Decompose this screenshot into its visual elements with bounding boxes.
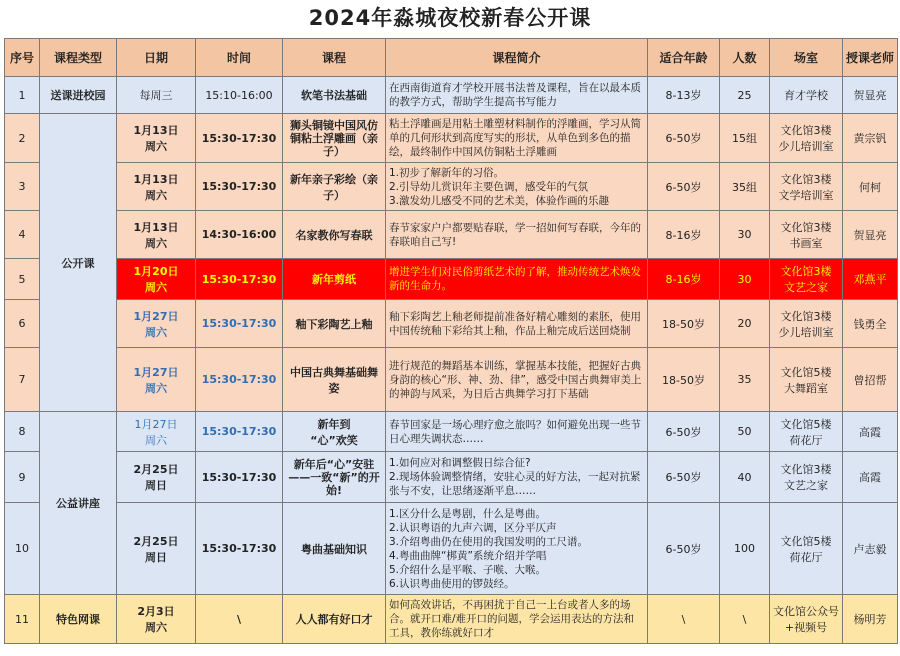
intro-cell: 如何高效讲话，不再困扰于自己一上台或者人多的场合。就开口难/难开口的问题，学会运用表达的方法和工具，教你练就好口才 bbox=[386, 595, 648, 644]
row-number: 5 bbox=[5, 259, 40, 300]
time-cell: 14:30-16:00 bbox=[196, 211, 283, 259]
table-row bbox=[5, 595, 898, 644]
course-cell: 狮头铜镜中国风仿铜粘土浮雕画（亲子） bbox=[283, 114, 386, 163]
age-cell: \ bbox=[648, 595, 720, 644]
room-cell: 文化馆3楼 文学培训室 bbox=[770, 163, 843, 211]
age-cell: 6-50岁 bbox=[648, 452, 720, 503]
count-cell: \ bbox=[720, 595, 770, 644]
course-cell: 新年到 “心”欢笑 bbox=[283, 412, 386, 452]
teacher-cell: 钱勇全 bbox=[843, 300, 898, 348]
course-cell: 人人都有好口才 bbox=[283, 595, 386, 644]
date-cell: 1月27日 周六 bbox=[117, 412, 196, 452]
count-cell: 30 bbox=[720, 211, 770, 259]
course-cell: 新年剪纸 bbox=[283, 259, 386, 300]
room-cell: 文化馆3楼 文艺之家 bbox=[770, 259, 843, 300]
row-number: 9 bbox=[5, 452, 40, 503]
age-cell: 6-50岁 bbox=[648, 412, 720, 452]
time-cell: 15:10-16:00 bbox=[196, 77, 283, 114]
intro-cell: 釉下彩陶艺上釉老师提前准备好精心雕刻的素胚，使用中国传统釉下彩给其上釉，作品上釉完成后送回烧制 bbox=[386, 300, 648, 348]
row-number: 10 bbox=[5, 503, 40, 595]
course-cell: 新年后“心”安驻——一致“新”的开始! bbox=[283, 452, 386, 503]
page-title: 2024年淼城夜校新春公开课 bbox=[308, 6, 592, 30]
intro-cell: 1.初步了解新年的习俗。 2.引导幼儿赏识年主要色调，感受年的气氛 3.激发幼儿感受不同的艺术美，体验作画的乐趣 bbox=[386, 163, 648, 211]
time-cell: 15:30-17:30 bbox=[196, 452, 283, 503]
age-cell: 6-50岁 bbox=[648, 114, 720, 163]
row-number: 2 bbox=[5, 114, 40, 163]
time-cell: 15:30-17:30 bbox=[196, 503, 283, 595]
row-number: 11 bbox=[5, 595, 40, 644]
category-cell: 公益讲座 bbox=[40, 412, 117, 595]
teacher-cell: 黄宗钒 bbox=[843, 114, 898, 163]
row-number: 1 bbox=[5, 77, 40, 114]
table-row bbox=[5, 211, 898, 259]
row-number: 6 bbox=[5, 300, 40, 348]
row-number: 7 bbox=[5, 348, 40, 412]
row-number: 3 bbox=[5, 163, 40, 211]
date-cell: 1月13日 周六 bbox=[117, 163, 196, 211]
course-table bbox=[4, 38, 898, 644]
table-header-row bbox=[5, 39, 898, 77]
room-cell: 文化馆5楼 荷花厅 bbox=[770, 503, 843, 595]
time-cell: 15:30-17:30 bbox=[196, 114, 283, 163]
age-cell: 6-50岁 bbox=[648, 163, 720, 211]
course-cell: 新年亲子彩绘（亲子） bbox=[283, 163, 386, 211]
age-cell: 6-50岁 bbox=[648, 503, 720, 595]
course-cell: 釉下彩陶艺上釉 bbox=[283, 300, 386, 348]
teacher-cell: 何柯 bbox=[843, 163, 898, 211]
date-cell: 2月25日 周日 bbox=[117, 503, 196, 595]
table-row bbox=[5, 348, 898, 412]
time-cell: 15:30-17:30 bbox=[196, 300, 283, 348]
room-cell: 育才学校 bbox=[770, 77, 843, 114]
time-cell: 15:30-17:30 bbox=[196, 259, 283, 300]
table-row bbox=[5, 412, 898, 452]
teacher-cell: 贺显亮 bbox=[843, 211, 898, 259]
age-cell: 8-13岁 bbox=[648, 77, 720, 114]
time-cell: \ bbox=[196, 595, 283, 644]
count-cell: 50 bbox=[720, 412, 770, 452]
intro-cell: 增进学生们对民俗剪纸艺术的了解，推动传统艺术焕发新的生命力。 bbox=[386, 259, 648, 300]
category-cell: 公开课 bbox=[40, 114, 117, 412]
table-row bbox=[5, 300, 898, 348]
age-cell: 18-50岁 bbox=[648, 348, 720, 412]
room-cell: 文化馆3楼 少儿培训室 bbox=[770, 300, 843, 348]
teacher-cell: 高霞 bbox=[843, 412, 898, 452]
count-cell: 20 bbox=[720, 300, 770, 348]
teacher-cell: 曾招帮 bbox=[843, 348, 898, 412]
count-cell: 35组 bbox=[720, 163, 770, 211]
room-cell: 文化馆公众号+视频号 bbox=[770, 595, 843, 644]
header-cell: 课程简介 bbox=[386, 39, 648, 77]
count-cell: 15组 bbox=[720, 114, 770, 163]
intro-cell: 春节回家是一场心理疗愈之旅吗？如何避免出现一些节日心理失调状态…… bbox=[386, 412, 648, 452]
course-cell: 中国古典舞基础舞姿 bbox=[283, 348, 386, 412]
row-number: 4 bbox=[5, 211, 40, 259]
teacher-cell: 贺显亮 bbox=[843, 77, 898, 114]
count-cell: 35 bbox=[720, 348, 770, 412]
header-cell: 人数 bbox=[720, 39, 770, 77]
course-cell: 软笔书法基础 bbox=[283, 77, 386, 114]
table-row bbox=[5, 114, 898, 163]
intro-cell: 春节家家户户都要贴春联，学一招如何写春联，今年的春联咱自己写! bbox=[386, 211, 648, 259]
intro-cell: 1.如何应对和调整假日综合征? 2.现场体验调整情绪，安驻心灵的好方法，一起对抗紧张与不安，让思绪逐渐平息…… bbox=[386, 452, 648, 503]
age-cell: 8-16岁 bbox=[648, 211, 720, 259]
header-cell: 课程类型 bbox=[40, 39, 117, 77]
count-cell: 40 bbox=[720, 452, 770, 503]
table-row bbox=[5, 77, 898, 114]
count-cell: 25 bbox=[720, 77, 770, 114]
header-cell: 时间 bbox=[196, 39, 283, 77]
room-cell: 文化馆5楼 大舞蹈室 bbox=[770, 348, 843, 412]
time-cell: 15:30-17:30 bbox=[196, 412, 283, 452]
teacher-cell: 卢志毅 bbox=[843, 503, 898, 595]
room-cell: 文化馆3楼 文艺之家 bbox=[770, 452, 843, 503]
intro-cell: 进行规范的舞蹈基本训练，掌握基本技能，把握好古典身韵的核心“形、神、劲、律”，感受中国古典舞审美上的神韵与风采，为日后古典舞学习打下基础 bbox=[386, 348, 648, 412]
time-cell: 15:30-17:30 bbox=[196, 163, 283, 211]
course-cell: 名家教你写春联 bbox=[283, 211, 386, 259]
teacher-cell: 邓燕平 bbox=[843, 259, 898, 300]
age-cell: 18-50岁 bbox=[648, 300, 720, 348]
date-cell: 2月3日 周六 bbox=[117, 595, 196, 644]
teacher-cell: 杨明芳 bbox=[843, 595, 898, 644]
header-cell: 课程 bbox=[283, 39, 386, 77]
table-row bbox=[5, 503, 898, 595]
header-cell: 序号 bbox=[5, 39, 40, 77]
date-cell: 每周三 bbox=[117, 77, 196, 114]
date-cell: 1月27日 周六 bbox=[117, 300, 196, 348]
intro-cell: 在西南街道育才学校开展书法普及课程，旨在以最本质的教学方式，帮助学生提高书写能力 bbox=[386, 77, 648, 114]
table-row bbox=[5, 452, 898, 503]
intro-cell: 粘土浮雕画是用粘土雕塑材料制作的浮雕画，学习从简单的几何形状到高度写实的形状，从单色到多色的描绘，最终制作中国风仿铜粘土浮雕画 bbox=[386, 114, 648, 163]
count-cell: 30 bbox=[720, 259, 770, 300]
category-cell: 特色网课 bbox=[40, 595, 117, 644]
header-cell: 场室 bbox=[770, 39, 843, 77]
table-row bbox=[5, 163, 898, 211]
date-cell: 2月25日 周日 bbox=[117, 452, 196, 503]
date-cell: 1月13日 周六 bbox=[117, 211, 196, 259]
date-cell: 1月27日 周六 bbox=[117, 348, 196, 412]
count-cell: 100 bbox=[720, 503, 770, 595]
table-row-highlighted bbox=[5, 259, 898, 300]
age-cell: 8-16岁 bbox=[648, 259, 720, 300]
category-cell: 送课进校园 bbox=[40, 77, 117, 114]
teacher-cell: 高霞 bbox=[843, 452, 898, 503]
intro-cell: 1.区分什么是粤剧，什么是粤曲。 2.认识粤语的九声六调，区分平仄声 3.介绍粤曲仍在使用的我国发明的工尺谱。 4.粤曲曲牌“梆黄”系统介绍并学唱 5.介绍什么是平喉、子喉、大喉。 6.认识粤曲使用的锣鼓经。 bbox=[386, 503, 648, 595]
room-cell: 文化馆3楼 少儿培训室 bbox=[770, 114, 843, 163]
header-cell: 适合年龄 bbox=[648, 39, 720, 77]
date-cell: 1月13日 周六 bbox=[117, 114, 196, 163]
room-cell: 文化馆5楼 荷花厅 bbox=[770, 412, 843, 452]
header-cell: 授课老师 bbox=[843, 39, 898, 77]
header-cell: 日期 bbox=[117, 39, 196, 77]
row-number: 8 bbox=[5, 412, 40, 452]
date-cell: 1月20日 周六 bbox=[117, 259, 196, 300]
room-cell: 文化馆3楼 书画室 bbox=[770, 211, 843, 259]
course-cell: 粤曲基础知识 bbox=[283, 503, 386, 595]
time-cell: 15:30-17:30 bbox=[196, 348, 283, 412]
